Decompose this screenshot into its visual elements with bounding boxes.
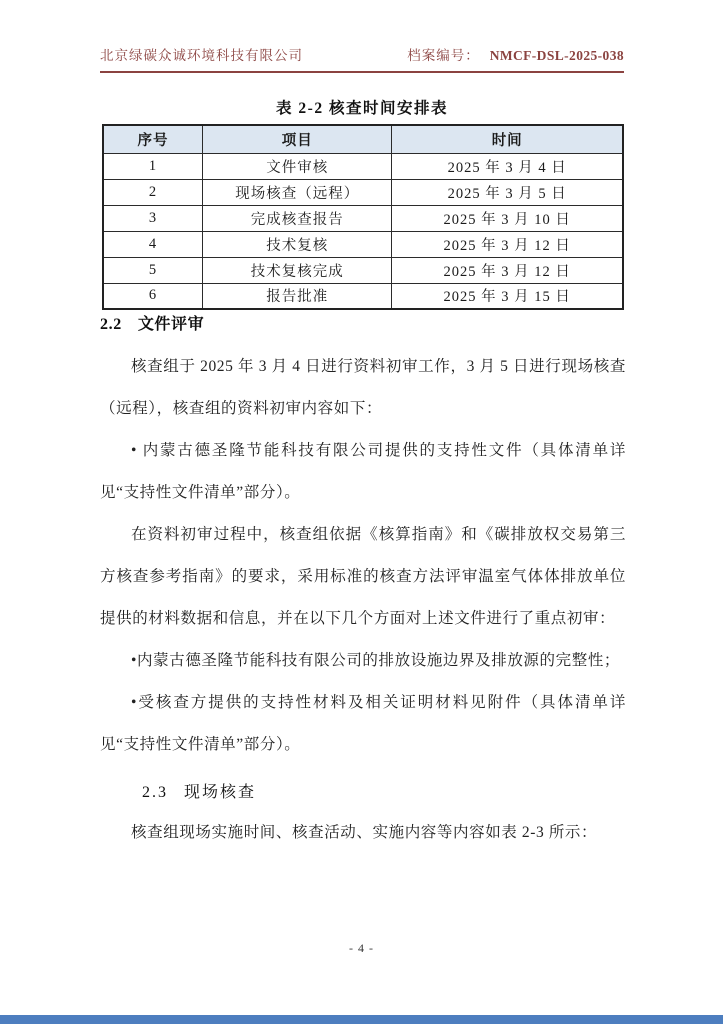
paragraph-intro: 核查组于 2025 年 3 月 4 日进行资料初审工作，3 月 5 日进行现场核查（远程），核查组的资料初审内容如下： bbox=[100, 358, 626, 417]
cell-time: 2025 年 3 月 4 日 bbox=[392, 153, 623, 179]
section-number: 2.3 bbox=[142, 784, 168, 801]
section-heading-2-3 bbox=[142, 780, 626, 806]
table-row bbox=[103, 179, 623, 205]
bullet-supporting-materials: •受核查方提供的支持性材料及相关证明材料见附件（具体清单详见“支持性文件清单”部分）。 bbox=[100, 694, 626, 753]
table-row bbox=[103, 231, 623, 257]
cell-index: 2 bbox=[103, 179, 203, 205]
cell-time: 2025 年 3 月 12 日 bbox=[392, 231, 623, 257]
section-heading-2-2 bbox=[100, 312, 626, 338]
cell-item: 报告批准 bbox=[203, 283, 392, 309]
page-number: - 4 - bbox=[349, 941, 374, 955]
page-bottom-bar bbox=[0, 1015, 723, 1024]
table-row bbox=[103, 153, 623, 179]
table-row bbox=[103, 257, 623, 283]
column-header-index: 序号 bbox=[103, 125, 203, 153]
cell-item: 技术复核完成 bbox=[203, 257, 392, 283]
cell-item: 完成核查报告 bbox=[203, 205, 392, 231]
bullet-boundary-completeness: •内蒙古德圣隆节能科技有限公司的排放设施边界及排放源的完整性； bbox=[131, 652, 621, 669]
company-name: 北京绿碳众诚环境科技有限公司 bbox=[100, 48, 303, 63]
column-header-item: 项目 bbox=[203, 125, 392, 153]
paragraph-review-process: 在资料初审过程中，核查组依据《核算指南》和《碳排放权交易第三方核查参考指南》的要求，采用标准的核查方法评审温室气体体排放单位提供的材料数据和信息，并在以下几个方面对上述文件进行了重点初审： bbox=[100, 526, 626, 627]
cell-index: 5 bbox=[103, 257, 203, 283]
page-header bbox=[100, 44, 624, 73]
cell-index: 3 bbox=[103, 205, 203, 231]
section-title: 文件评审 bbox=[137, 316, 205, 333]
cell-item: 现场核查（远程） bbox=[203, 179, 392, 205]
cell-time: 2025 年 3 月 12 日 bbox=[392, 257, 623, 283]
table-header-row bbox=[103, 125, 623, 153]
cell-index: 6 bbox=[103, 283, 203, 309]
column-header-time: 时间 bbox=[392, 125, 623, 153]
table-row bbox=[103, 283, 623, 309]
cell-index: 1 bbox=[103, 153, 203, 179]
cell-item: 技术复核 bbox=[203, 231, 392, 257]
cell-item: 文件审核 bbox=[203, 153, 392, 179]
archive-number-value: NMCF-DSL-2025-038 bbox=[489, 48, 624, 63]
cell-time: 2025 年 3 月 10 日 bbox=[392, 205, 623, 231]
cell-time: 2025 年 3 月 15 日 bbox=[392, 283, 623, 309]
cell-time: 2025 年 3 月 5 日 bbox=[392, 179, 623, 205]
table-row bbox=[103, 205, 623, 231]
document-body bbox=[100, 312, 626, 854]
archive-number-label: 档案编号： bbox=[407, 48, 480, 63]
table-caption: 表 2-2 核查时间安排表 bbox=[276, 100, 448, 117]
section-title: 现场核查 bbox=[184, 784, 257, 801]
paragraph-onsite: 核查组现场实施时间、核查活动、实施内容等内容如表 2-3 所示： bbox=[131, 824, 598, 841]
verification-schedule-table bbox=[102, 124, 624, 310]
bullet-supporting-files: • 内蒙古德圣隆节能科技有限公司提供的支持性文件（具体清单详见“支持性文件清单”部分）。 bbox=[100, 442, 626, 501]
cell-index: 4 bbox=[103, 231, 203, 257]
section-number: 2.2 bbox=[100, 316, 122, 333]
